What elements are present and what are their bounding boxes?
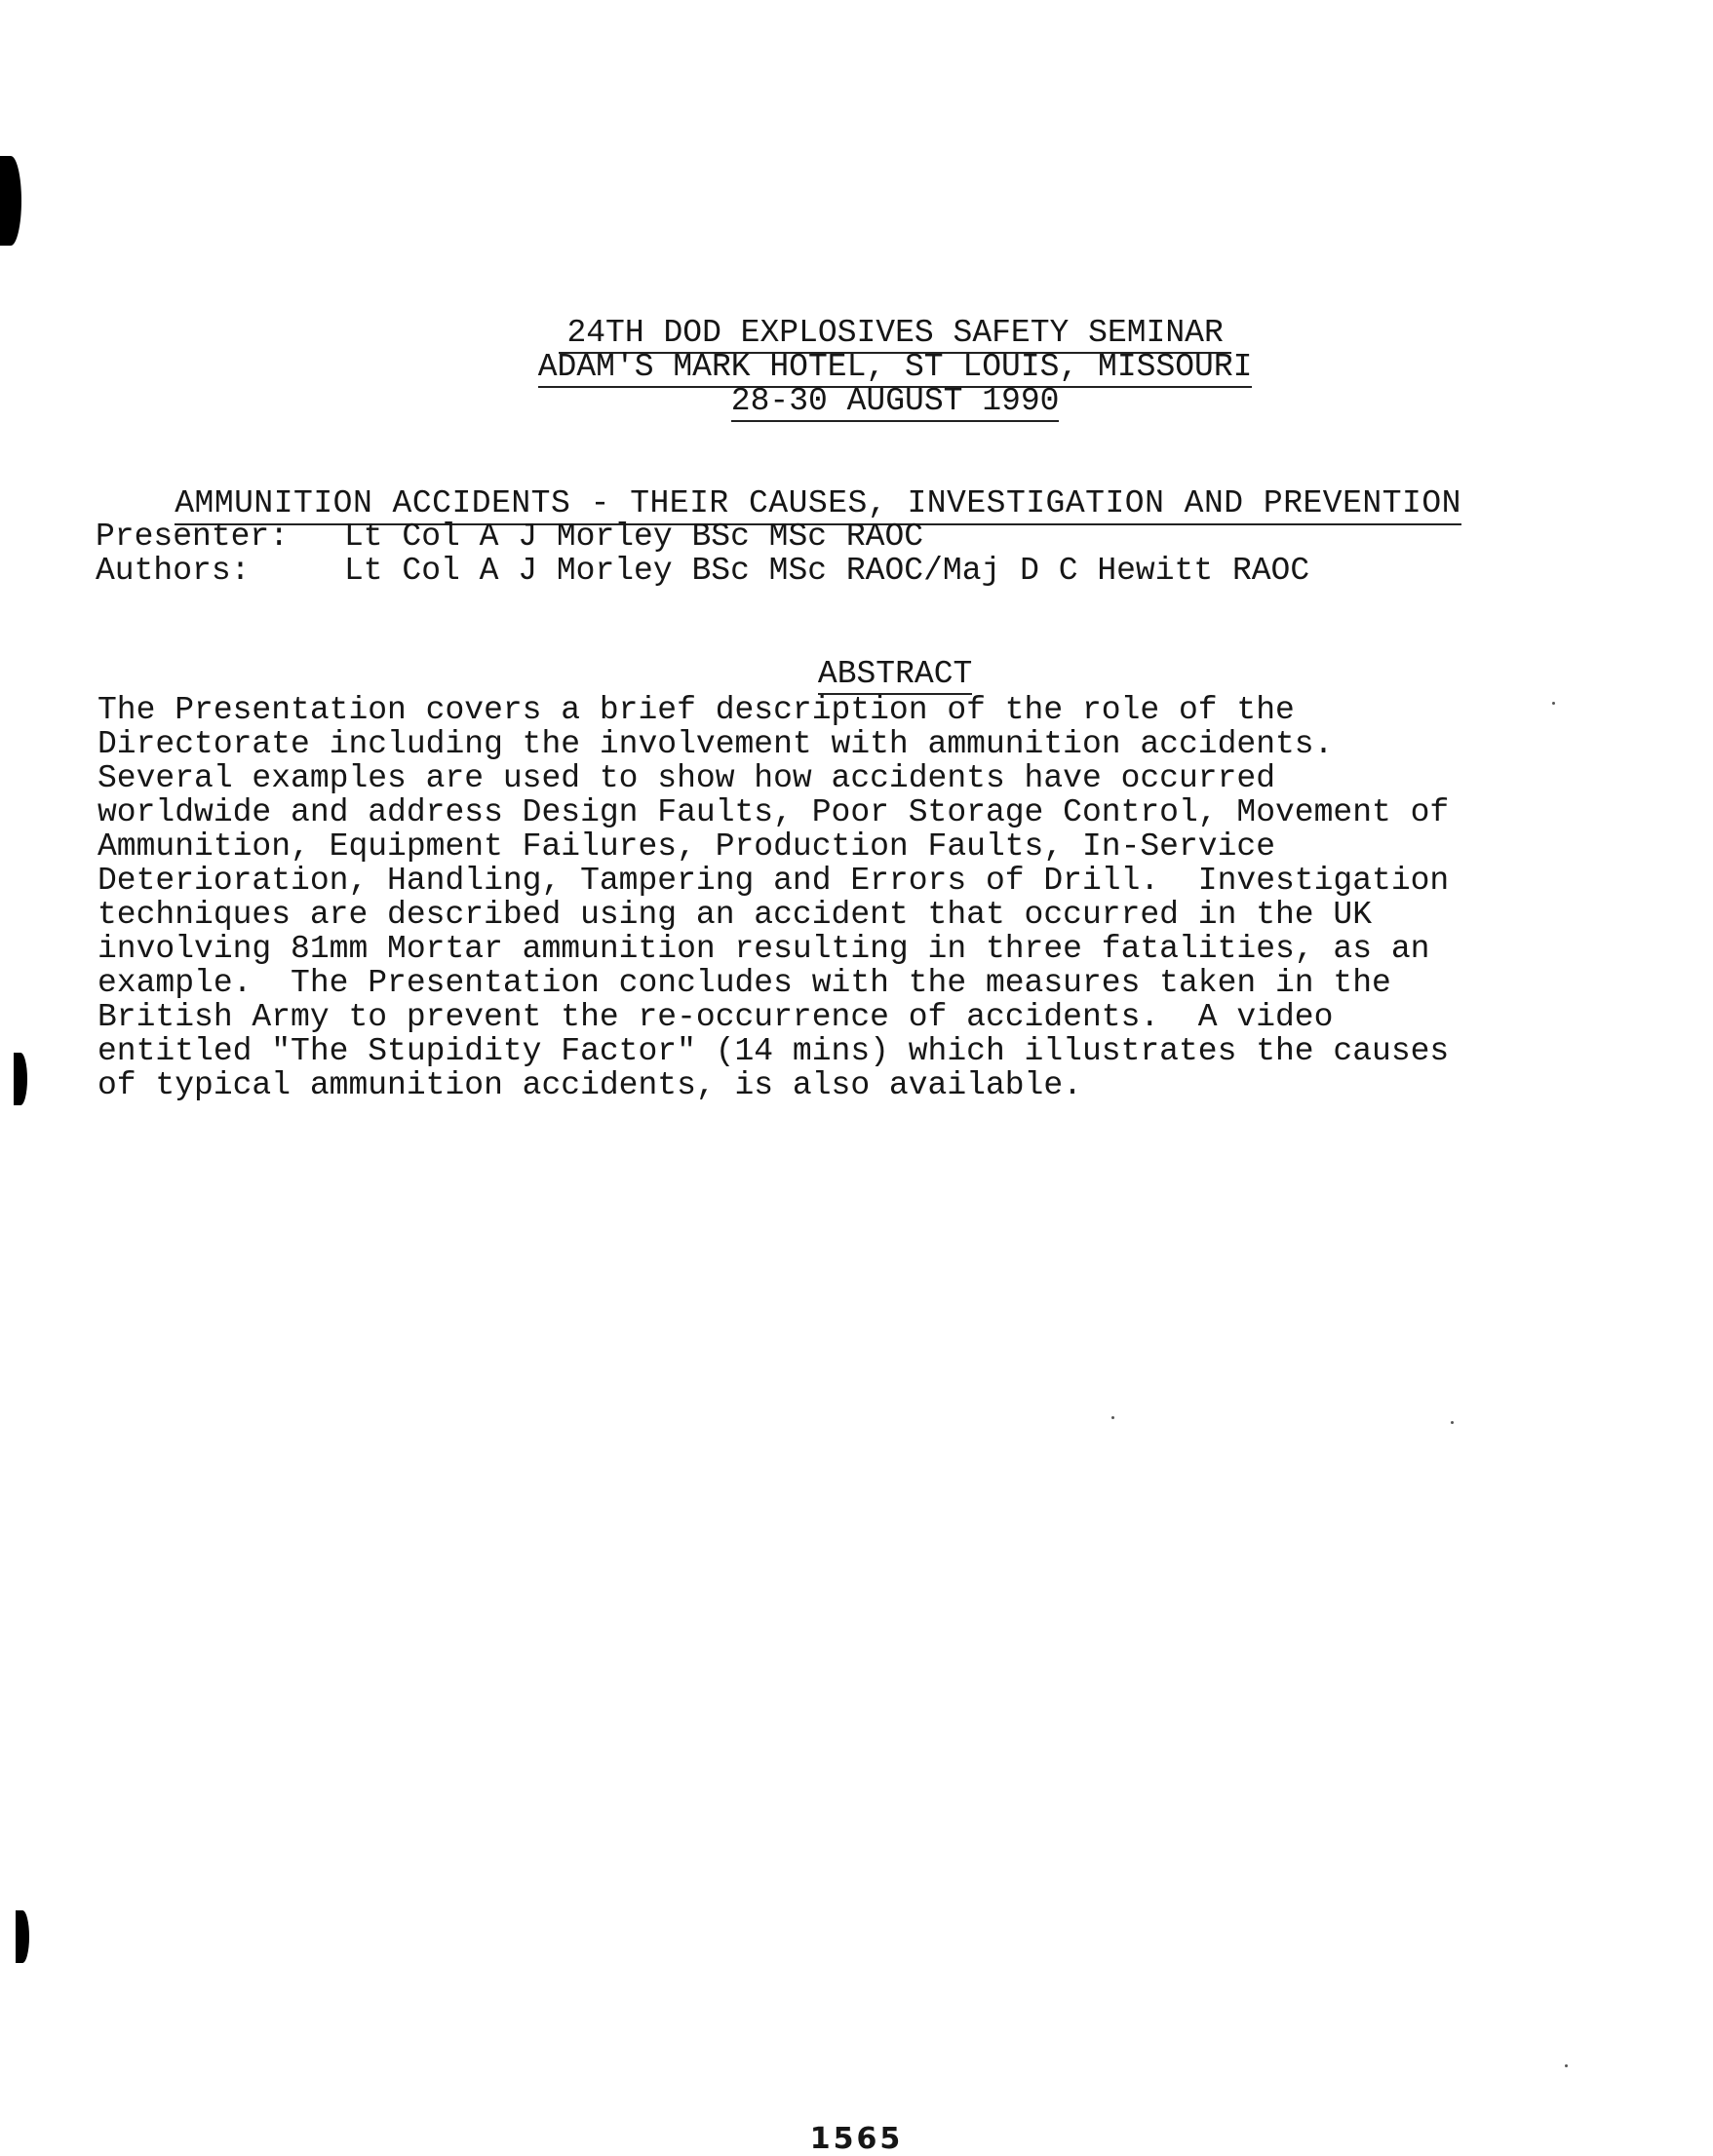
abstract-line: Directorate including the involvement with ammunition accidents. [97, 726, 1334, 762]
punch-hole-mark-bottom [16, 1910, 29, 1963]
abstract-line: Ammunition, Equipment Failures, Production Faults, In-Service [97, 828, 1275, 865]
scan-speck [1451, 1421, 1454, 1424]
abstract-line: Several examples are used to show how accidents have occurred [97, 760, 1275, 796]
seminar-title-text: 24TH DOD EXPLOSIVES SAFETY SEMINAR [559, 316, 1230, 354]
abstract-line: involving 81mm Mortar ammunition resulting in three fatalities, as an [97, 931, 1430, 967]
abstract-line: entitled "The Stupidity Factor" (14 mins) which illustrates the causes [97, 1033, 1450, 1069]
page-number: 1565 [809, 2122, 904, 2156]
abstract-line: worldwide and address Design Faults, Poor Storage Control, Movement of [97, 794, 1450, 830]
paper-title-text: AMMUNITION ACCIDENTS - THEIR CAUSES, INVESTIGATION AND PREVENTION [175, 485, 1461, 525]
authors-names: Lt Col A J Morley BSc MSc RAOC/Maj D C Hewitt RAOC [344, 553, 1310, 589]
abstract-line: techniques are described using an accident that occurred in the UK [97, 897, 1373, 933]
venue-text: ADAM'S MARK HOTEL, ST LOUIS, MISSOURI [538, 350, 1253, 388]
punch-hole-mark-top [0, 156, 21, 246]
presenter-name: Lt Col A J Morley BSc MSc RAOC [344, 519, 924, 555]
abstract-line: The Presentation covers a brief description of the role of the [97, 692, 1295, 728]
abstract-body [97, 693, 1579, 1102]
scan-speck [1111, 1416, 1114, 1419]
abstract-heading-text: ABSTRACT [818, 657, 972, 695]
punch-hole-mark-middle [14, 1053, 27, 1105]
dates-line [0, 349, 1713, 457]
abstract-line: of typical ammunition accidents, is also available. [97, 1067, 1082, 1103]
abstract-line: example. The Presentation concludes with the measures taken in the [97, 965, 1391, 1001]
authors-label: Authors: [96, 553, 251, 589]
abstract-line: Deterioration, Handling, Tampering and Errors of Drill. Investigation [97, 863, 1450, 899]
presenter-label: Presenter: [96, 519, 290, 555]
scan-speck [1565, 2064, 1568, 2067]
abstract-line: British Army to prevent the re-occurrence of accidents. A video [97, 999, 1334, 1035]
dates-text: 28-30 AUGUST 1990 [731, 384, 1060, 422]
